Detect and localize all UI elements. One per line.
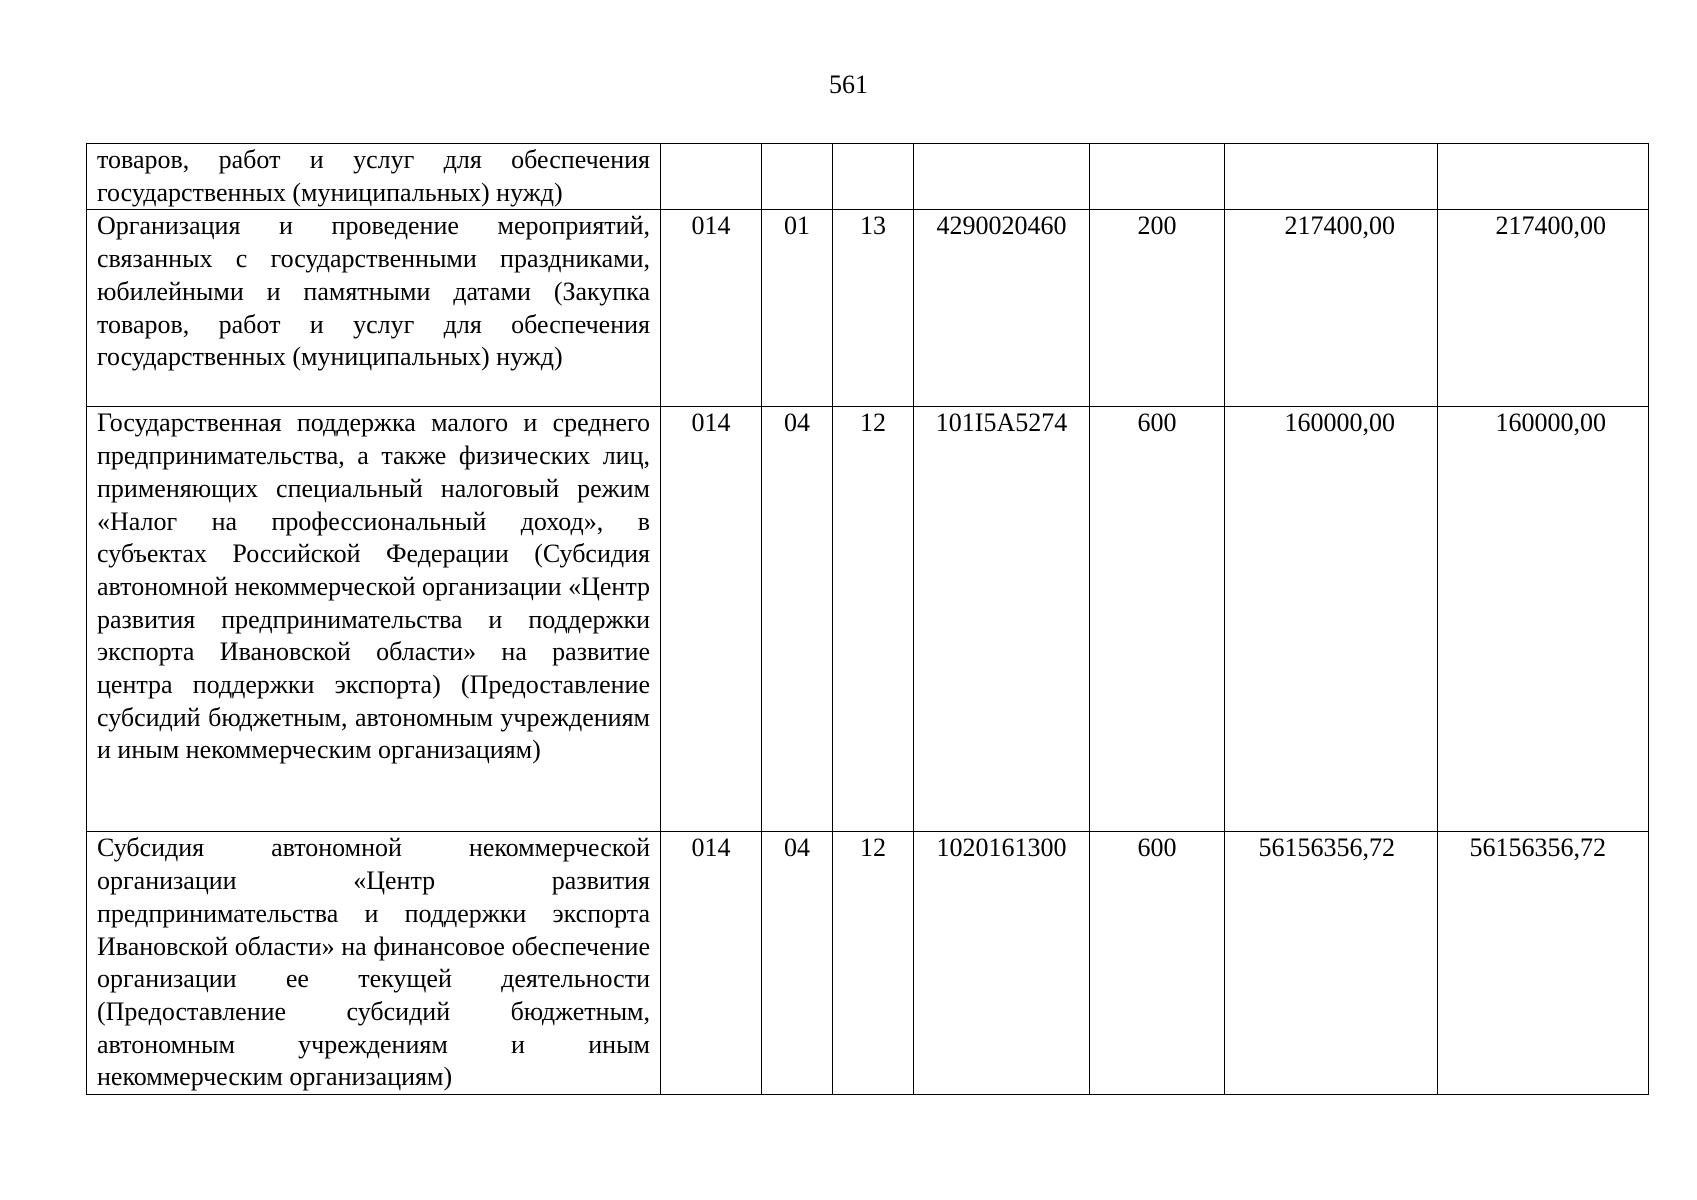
amount-year-2: 217400,00 [1438, 210, 1649, 407]
expense-type-code: 200 [1090, 210, 1225, 407]
amount-year-2: 160000,00 [1438, 407, 1649, 832]
row-description: Субсидия автономной некоммерческой организации «Центр развития предпринимательства и поддержки экспорта Ивановской области» на финансовое обеспечение организации ее текущей деятельности (Предоставление субсидий бюджетным, автономным учреждениям и иным некоммерческим организациям) [87, 832, 661, 1095]
amount-year-2: 56156356,72 [1438, 832, 1649, 1095]
amount-year-1: 217400,00 [1225, 210, 1438, 407]
subsection-code: 12 [833, 832, 914, 1095]
table-row [87, 144, 1649, 210]
target-article-code: 101I5A5274 [914, 407, 1090, 832]
amount-year-2 [1438, 144, 1649, 210]
amount-year-1 [1225, 144, 1438, 210]
page-number: 561 [829, 70, 868, 99]
budget-table [86, 143, 1649, 1095]
amount-year-1: 160000,00 [1225, 407, 1438, 832]
target-article-code: 1020161300 [914, 832, 1090, 1095]
ministry-code [661, 144, 762, 210]
target-article-code [914, 144, 1090, 210]
subsection-code [833, 144, 914, 210]
section-code: 04 [762, 407, 833, 832]
row-description: Организация и проведение мероприятий, связанных с государственными праздниками, юбилейными и памятными датами (Закупка товаров, работ и услуг для обеспечения государственных (муниципальных) нужд) [87, 210, 661, 407]
ministry-code: 014 [661, 832, 762, 1095]
section-code: 01 [762, 210, 833, 407]
table-row [87, 210, 1649, 407]
amount-year-1: 56156356,72 [1225, 832, 1438, 1095]
subsection-code: 13 [833, 210, 914, 407]
expense-type-code [1090, 144, 1225, 210]
subsection-code: 12 [833, 407, 914, 832]
expense-type-code: 600 [1090, 407, 1225, 832]
table-row [87, 832, 1649, 1095]
ministry-code: 014 [661, 407, 762, 832]
target-article-code: 4290020460 [914, 210, 1090, 407]
table-row [87, 407, 1649, 832]
row-description: товаров, работ и услуг для обеспечения государственных (муниципальных) нужд) [87, 144, 661, 210]
section-code [762, 144, 833, 210]
section-code: 04 [762, 832, 833, 1095]
row-description: Государственная поддержка малого и среднего предпринимательства, а также физических лиц, применяющих специальный налоговый режим «Налог на профессиональный доход», в субъектах Российской Федерации (Субсидия автономной некоммерческой организации «Центр развития предпринимательства и поддержки экспорта Ивановской области» на развитие центра поддержки экспорта) (Предоставление субсидий бюджетным, автономным учреждениям и иным некоммерческим организациям) [87, 407, 661, 832]
expense-type-code: 600 [1090, 832, 1225, 1095]
ministry-code: 014 [661, 210, 762, 407]
